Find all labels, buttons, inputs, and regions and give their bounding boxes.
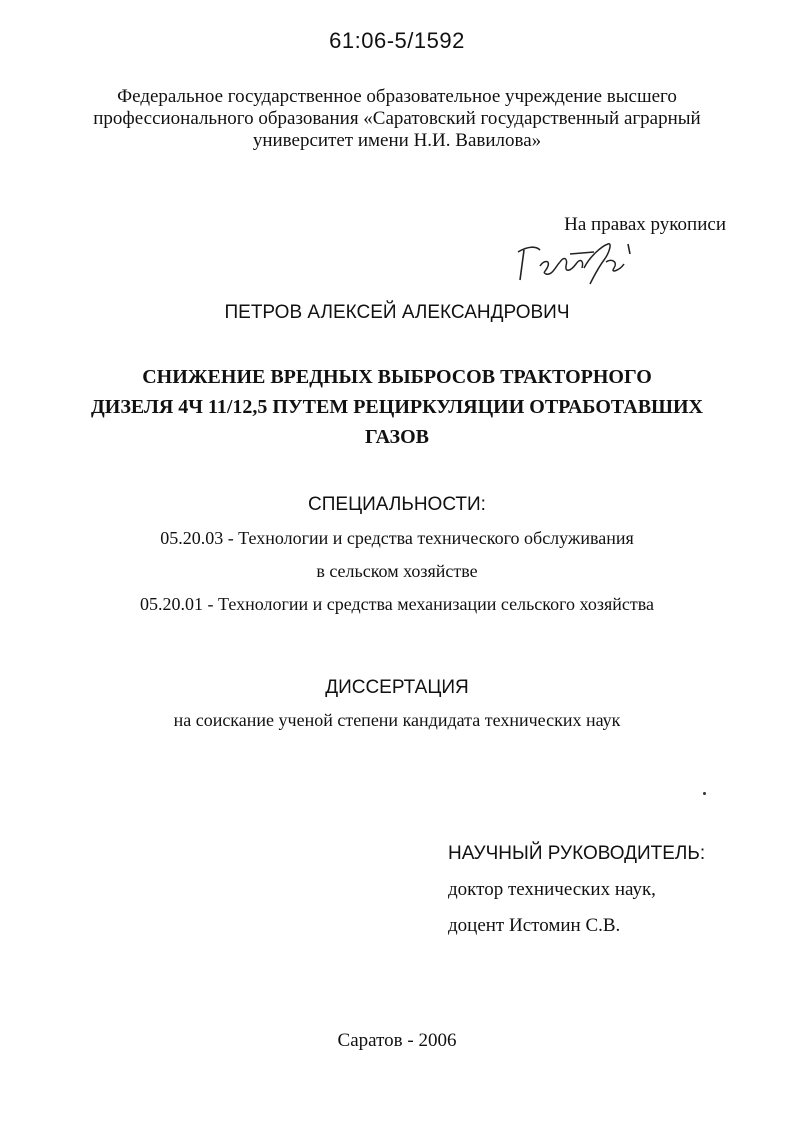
author-signature [510,236,640,288]
institution-line: Федеральное государственное образовательное учреждение высшего [117,86,677,107]
title-line: ГАЗОВ [365,426,429,448]
scan-speck [703,792,706,795]
supervisor-block [448,836,705,944]
dissertation-heading: ДИССЕРТАЦИЯ [325,677,469,698]
dissertation-subtitle: на соискание ученой степени кандидата технических наук [173,710,621,730]
institution-line: университет имени Н.И. Вавилова» [252,130,542,151]
institution-line: профессионального образования «Саратовский государственный аграрный [93,108,701,129]
supervisor-heading: НАУЧНЫЙ РУКОВОДИТЕЛЬ: [448,843,706,864]
rights-note: На правах рукописи [564,214,726,235]
city-year: Саратов - 2006 [337,1030,457,1051]
supervisor-name: доцент Истомин С.В. [448,915,621,936]
specialty-line: 05.20.03 - Технологии и средства технического обслуживания [160,528,634,548]
specialty-line: в сельском хозяйстве [316,561,478,581]
author-name: ПЕТРОВ АЛЕКСЕЙ АЛЕКСАНДРОВИЧ [224,302,570,323]
specialty-line: 05.20.01 - Технологии и средства механизации сельского хозяйства [140,594,654,614]
supervisor-degree: доктор технических наук, [448,879,656,900]
dissertation-title [0,362,794,452]
institution-name [0,86,794,152]
title-line: СНИЖЕНИЕ ВРЕДНЫХ ВЫБРОСОВ ТРАКТОРНОГО [142,366,652,388]
title-line: ДИЗЕЛЯ 4Ч 11/12,5 ПУТЕМ РЕЦИРКУЛЯЦИИ ОТРАБОТАВШИХ [91,396,703,418]
specialties-heading: СПЕЦИАЛЬНОСТИ: [308,494,486,515]
document-code: 61:06-5/1592 [329,28,465,53]
